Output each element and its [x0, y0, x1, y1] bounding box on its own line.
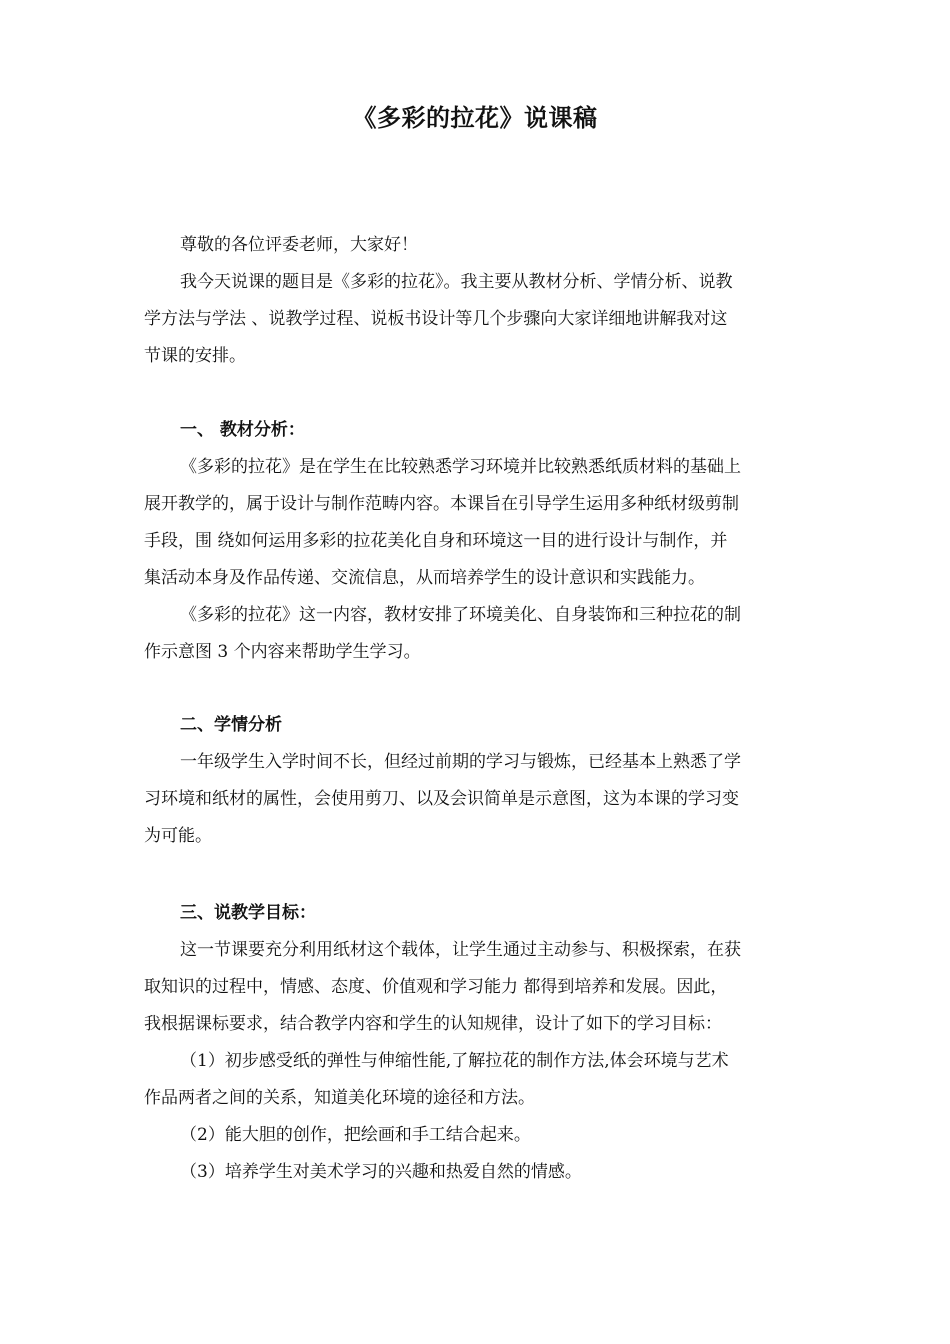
section-1-heading: 一、 教材分析：: [180, 420, 305, 440]
paragraph-line: 为可能。: [144, 826, 212, 846]
goal-line: 作品两者之间的关系，知道美化环境的途径和方法。: [144, 1088, 535, 1108]
paragraph-line: 手段，围 绕如何运用多彩的拉花美化自身和环境这一目的进行设计与制作，并: [144, 531, 728, 551]
goal-line: （1）初步感受纸的弹性与伸缩性能,了解拉花的制作方法,体会环境与艺术: [180, 1051, 729, 1071]
paragraph-line: 《多彩的拉花》是在学生在比较熟悉学习环境并比较熟悉纸质材料的基础上: [180, 457, 741, 477]
paragraph-line: 集活动本身及作品传递、交流信息，从而培养学生的设计意识和实践能力。: [144, 568, 705, 588]
paragraph-line: 我根据课标要求，结合教学内容和学生的认知规律，设计了如下的学习目标：: [144, 1014, 722, 1034]
paragraph-line: 习环境和纸材的属性，会使用剪刀、以及会识简单是示意图，这为本课的学习变: [144, 789, 739, 809]
document-title: 《多彩的拉花》说课稿: [352, 103, 598, 132]
paragraph-line: 展开教学的，属于设计与制作范畴内容。本课旨在引导学生运用多种纸材级剪制: [144, 494, 739, 514]
section-1: [144, 412, 812, 671]
paragraph-line: 《多彩的拉花》这一内容，教材安排了环境美化、自身装饰和三种拉花的制: [180, 605, 741, 625]
paragraph-line: 这一节课要充分利用纸材这个载体，让学生通过主动参与、积极探索，在获: [180, 940, 741, 960]
section-2-heading: 二、学情分析: [180, 715, 282, 735]
section-2: [144, 707, 812, 855]
greeting-line: 尊敬的各位评委老师，大家好！: [180, 235, 418, 255]
intro-line: 节课的安排。: [144, 346, 246, 366]
goal-line: （3）培养学生对美术学习的兴趣和热爱自然的情感。: [180, 1162, 582, 1182]
paragraph-line: 作示意图 3 个内容来帮助学生学习。: [144, 642, 421, 662]
intro-block: [144, 227, 812, 375]
paragraph-line: 取知识的过程中，情感、态度、价值观和学习能力 都得到培养和发展。因此，: [144, 977, 728, 997]
section-3: [144, 895, 812, 1191]
intro-line: 我今天说课的题目是《多彩的拉花》。我主要从教材分析、学情分析、说教: [180, 272, 733, 292]
intro-line: 学方法与学法 、说教学过程、说板书设计等几个步骤向大家详细地讲解我对这: [144, 309, 728, 329]
section-3-heading: 三、说教学目标：: [180, 903, 316, 923]
paragraph-line: 一年级学生入学时间不长，但经过前期的学习与锻炼，已经基本上熟悉了学: [180, 752, 741, 772]
goal-line: （2）能大胆的创作，把绘画和手工结合起来。: [180, 1125, 531, 1145]
